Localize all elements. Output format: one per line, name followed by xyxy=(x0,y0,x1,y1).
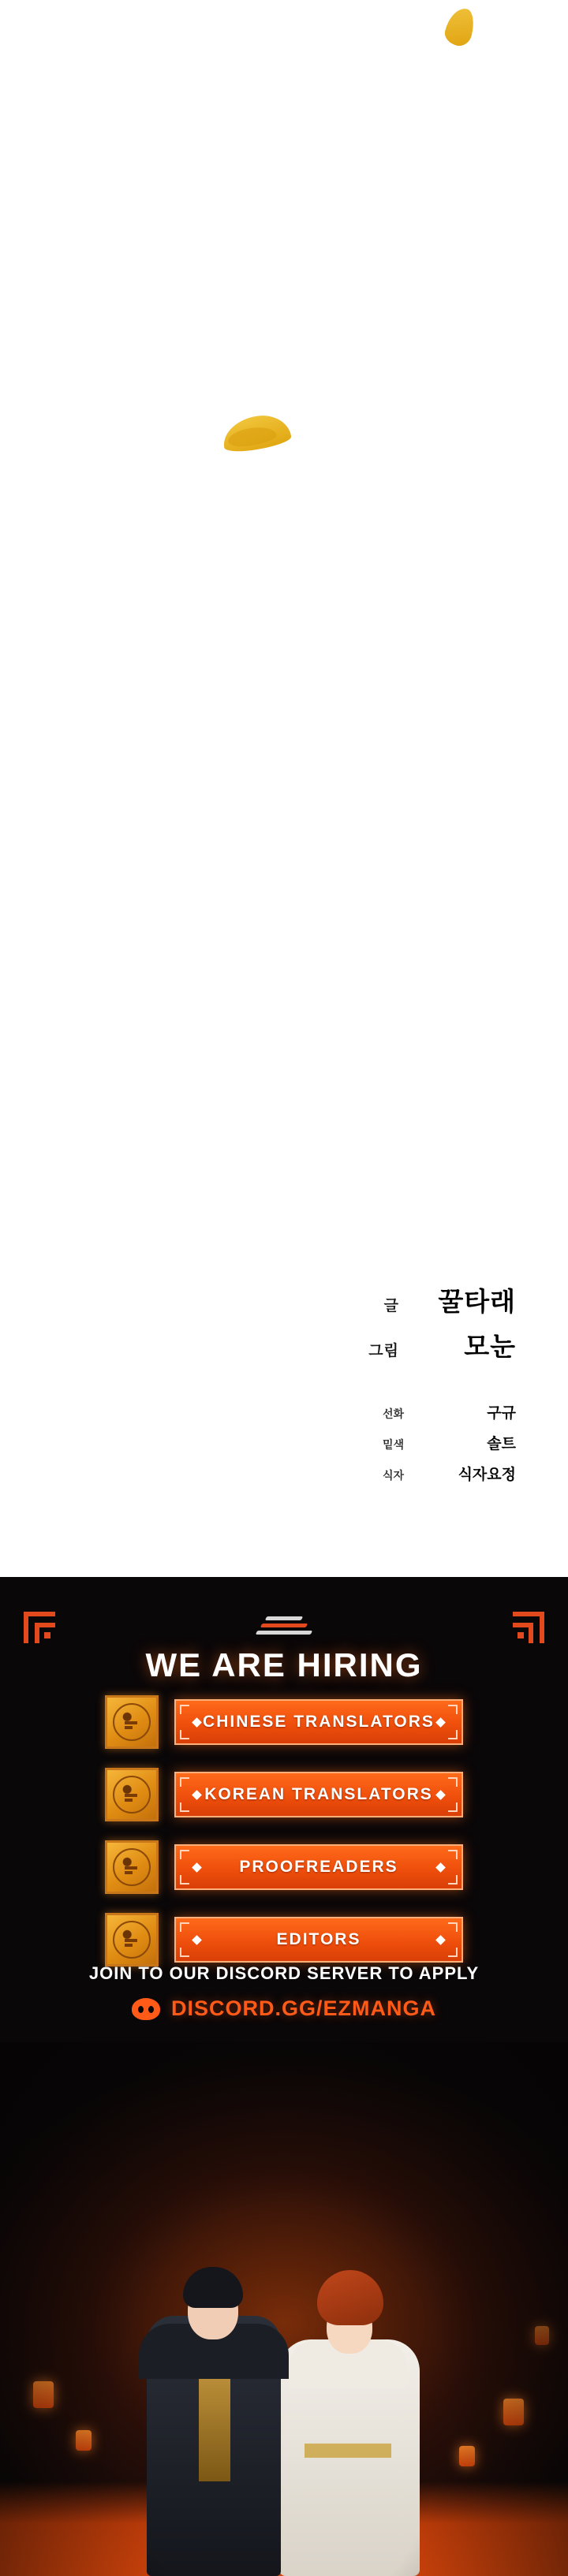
diamond-icon xyxy=(192,1717,202,1728)
ez-manga-logo-icon xyxy=(248,1610,320,1637)
lantern-icon xyxy=(76,2430,92,2451)
petal-icon xyxy=(443,6,478,49)
credit-role: 선화 xyxy=(382,1407,404,1420)
cta-text: JOIN TO OUR DISCORD SERVER TO APPLY xyxy=(88,1963,480,1983)
diamond-icon xyxy=(435,1790,446,1800)
role-row xyxy=(0,1840,568,1894)
role-label: EDITORS xyxy=(276,1930,361,1948)
character-left xyxy=(139,2205,289,2576)
credit-name: 식자요정 xyxy=(458,1467,516,1483)
dragon-seal-icon xyxy=(105,1913,159,1966)
role-chinese-translators[interactable] xyxy=(174,1699,463,1745)
credit-name: 꿀타래 xyxy=(438,1287,516,1316)
credits-spacer xyxy=(368,1371,516,1392)
character-right xyxy=(268,2229,426,2576)
diamond-icon xyxy=(192,1935,202,1945)
diamond-icon xyxy=(435,1717,446,1728)
role-list xyxy=(0,1695,568,1985)
petal-icon xyxy=(220,412,292,454)
credit-name: 구규 xyxy=(487,1405,516,1422)
credit-role: 식자 xyxy=(382,1469,404,1482)
credits-block xyxy=(368,1281,516,1484)
credit-row xyxy=(368,1463,516,1484)
discord-row[interactable] xyxy=(0,1996,568,2021)
role-row xyxy=(0,1768,568,1821)
dragon-seal-icon xyxy=(105,1768,159,1821)
role-korean-translators[interactable] xyxy=(174,1772,463,1817)
dragon-seal-icon xyxy=(105,1695,159,1749)
credit-row xyxy=(368,1326,516,1363)
credit-role: 밑색 xyxy=(382,1438,404,1451)
credit-row xyxy=(368,1432,516,1453)
role-label: PROOFREADERS xyxy=(239,1858,398,1876)
credit-role: 그림 xyxy=(368,1343,399,1359)
credit-name: 모눈 xyxy=(464,1332,516,1361)
discord-invite-link[interactable]: DISCORD.GG/EZMANGA xyxy=(170,1996,436,2020)
discord-icon xyxy=(132,1998,160,2020)
diamond-icon xyxy=(192,1862,202,1873)
corner-ornament-icon xyxy=(513,1612,544,1643)
role-label: CHINESE TRANSLATORS xyxy=(203,1713,435,1731)
lantern-icon xyxy=(503,2399,524,2425)
hiring-banner xyxy=(0,1577,568,2576)
credit-name: 솔트 xyxy=(487,1436,516,1452)
corner-ornament-icon xyxy=(24,1612,55,1643)
lantern-icon xyxy=(535,2326,549,2345)
role-row xyxy=(0,1913,568,1966)
lantern-icon xyxy=(33,2381,54,2408)
credit-row xyxy=(368,1401,516,1422)
diamond-icon xyxy=(192,1790,202,1800)
role-row xyxy=(0,1695,568,1749)
diamond-icon xyxy=(435,1935,446,1945)
credit-role: 글 xyxy=(383,1298,399,1314)
dragon-seal-icon xyxy=(105,1840,159,1894)
role-label: KOREAN TRANSLATORS xyxy=(204,1785,433,1803)
diamond-icon xyxy=(435,1862,446,1873)
lantern-icon xyxy=(459,2446,475,2466)
role-editors[interactable] xyxy=(174,1917,463,1963)
banner-title: WE ARE HIRING xyxy=(145,1646,423,1683)
two-characters-illustration xyxy=(0,2042,568,2576)
role-proofreaders[interactable] xyxy=(174,1844,463,1890)
credit-row xyxy=(368,1281,516,1318)
